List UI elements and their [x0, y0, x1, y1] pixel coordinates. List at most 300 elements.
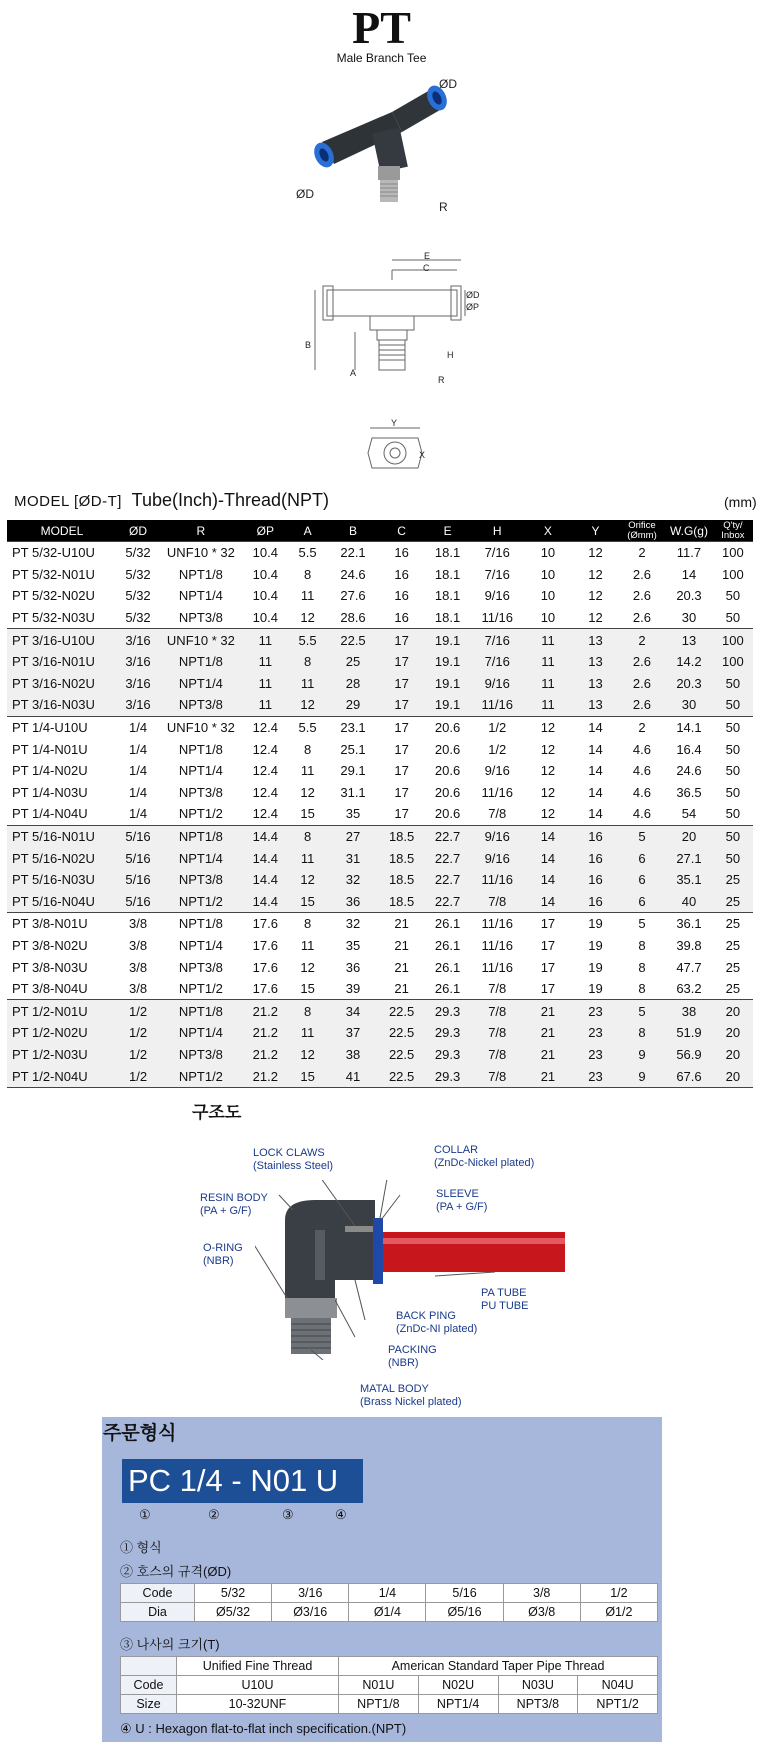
spec-cell: 11	[300, 763, 315, 779]
spec-row-group	[7, 629, 753, 716]
photo-label-r: R	[439, 200, 448, 214]
spec-col-header: E	[424, 520, 470, 542]
spec-cell: 12.4	[252, 784, 278, 800]
spec-model-cell: PT 3/16-N03U	[7, 694, 117, 716]
spec-cell: 36	[327, 891, 379, 913]
spec-cell: 9/16	[471, 673, 524, 695]
code-number-1: ①	[139, 1507, 151, 1522]
spec-cell: 37	[327, 1022, 379, 1044]
spec-cell: 19	[588, 981, 603, 997]
spec-cell: 10	[540, 610, 556, 626]
callout-resin-body: RESIN BODY (PA + G/F)	[200, 1192, 268, 1217]
spec-model-cell: PT 1/2-N03U	[7, 1044, 117, 1066]
spec-cell: NPT1/4	[178, 763, 223, 779]
hose-code-cell: 5/16	[426, 1584, 503, 1603]
spec-cell: 29.3	[424, 1065, 470, 1087]
spec-cell: NPT3/8	[178, 784, 223, 800]
spec-cell: 18.1	[434, 610, 461, 626]
spec-cell: 12	[288, 694, 327, 716]
spec-cell: 35.1	[665, 869, 713, 891]
spec-cell: 19.1	[424, 629, 470, 651]
spec-cell: 22.5	[379, 1044, 424, 1066]
spec-cell: 67.6	[665, 1065, 713, 1087]
spec-cell: 25	[713, 891, 753, 913]
spec-cell: 30	[665, 694, 713, 716]
spec-cell: 18.5	[379, 825, 424, 847]
spec-cell: 28	[327, 673, 379, 695]
spec-cell: 12	[588, 610, 603, 626]
spec-cell: 15	[288, 1065, 327, 1087]
spec-model-cell: PT 3/16-N01U	[7, 651, 117, 673]
spec-cell: 27	[327, 825, 379, 847]
spec-cell: 5/16	[117, 847, 159, 869]
spec-cell: 11	[288, 1022, 327, 1044]
spec-cell: 5/32	[125, 610, 151, 626]
spec-cell: 8	[288, 825, 327, 847]
spec-cell: 14.2	[665, 651, 713, 673]
spec-cell: 22.5	[327, 629, 379, 651]
spec-cell: NPT3/8	[159, 1044, 242, 1066]
spec-cell: 8	[619, 1022, 665, 1044]
spec-cell: 16	[572, 891, 618, 913]
drawing-label-y: Y	[391, 418, 398, 428]
spec-cell: 11	[288, 673, 327, 695]
spec-cell: 23	[572, 1000, 618, 1022]
spec-cell: 18.5	[379, 847, 424, 869]
spec-cell: 21	[394, 981, 409, 997]
spec-cell: 1/2	[117, 1065, 159, 1087]
spec-cell: UNF10 * 32	[159, 542, 242, 564]
spec-row	[7, 956, 753, 978]
spec-cell: 3/8	[128, 937, 148, 953]
spec-cell: 9/16	[471, 847, 524, 869]
spec-cell: 18.1	[434, 566, 461, 582]
spec-model-cell: PT 1/4-U10U	[7, 716, 117, 738]
spec-cell: 17.6	[252, 981, 278, 997]
spec-row	[7, 913, 753, 935]
spec-cell: 38	[327, 1044, 379, 1066]
order-item-2: ② 호스의 규격(ØD)	[120, 1564, 232, 1579]
spec-cell: 16	[394, 610, 409, 626]
spec-cell: 27.6	[340, 588, 366, 604]
spec-cell: NPT3/8	[159, 694, 242, 716]
callout-metal-body: MATAL BODY (Brass Nickel plated)	[360, 1383, 462, 1408]
spec-cell: 50	[713, 847, 753, 869]
spec-cell: 17.6	[243, 913, 288, 935]
spec-cell: 5/32	[125, 588, 151, 604]
spec-cell: 25	[327, 651, 379, 673]
spec-cell: NPT3/8	[178, 610, 223, 626]
spec-cell: 12	[524, 716, 573, 738]
spec-cell: 12	[540, 763, 556, 779]
spec-cell: 21.2	[243, 1000, 288, 1022]
spec-cell: 50	[713, 716, 753, 738]
spec-cell: 39.8	[676, 937, 702, 953]
spec-cell: 17	[379, 629, 424, 651]
spec-cell: 50	[725, 806, 741, 822]
callout-lock-claws: LOCK CLAWS (Stainless Steel)	[253, 1147, 334, 1172]
spec-cell: 17	[524, 913, 573, 935]
spec-row	[7, 651, 753, 673]
drawing-label-c: C	[423, 263, 430, 273]
thread-code-cell: N02U	[418, 1676, 498, 1695]
thread-size-row	[121, 1695, 658, 1714]
spec-cell: 26.1	[434, 981, 461, 997]
spec-model-cell: PT 5/16-N04U	[7, 891, 117, 913]
drawing-label-e: E	[424, 251, 431, 261]
spec-cell: 14	[681, 566, 697, 582]
spec-row	[7, 673, 753, 695]
spec-cell: 12	[300, 959, 315, 975]
spec-cell: 8	[638, 937, 646, 953]
thread	[380, 180, 398, 202]
thread-code-cell: U10U	[177, 1676, 339, 1695]
spec-row	[7, 694, 753, 716]
spec-cell: 14	[572, 716, 618, 738]
spec-cell: 16.4	[676, 741, 702, 757]
spec-cell: 14	[524, 825, 573, 847]
spec-row	[7, 607, 753, 629]
spec-cell: 2.6	[619, 651, 665, 673]
spec-cell: 1/4	[128, 763, 148, 779]
spec-cell: 20.3	[676, 588, 702, 604]
spec-cell: 50	[725, 588, 741, 604]
spec-model-cell: PT 1/2-N01U	[7, 1000, 117, 1022]
spec-cell: 11	[243, 694, 288, 716]
drawing-label-x: X	[419, 450, 426, 460]
spec-cell: 20	[665, 825, 713, 847]
spec-cell: 12.4	[252, 741, 278, 757]
spec-cell: 50	[713, 673, 753, 695]
spec-cell: 7/8	[488, 806, 507, 822]
spec-cell: 22.1	[327, 542, 379, 564]
hose-dia-row	[121, 1603, 658, 1622]
spec-row	[7, 542, 753, 564]
spec-row-group	[7, 1000, 753, 1087]
thread-group-row	[121, 1657, 658, 1676]
spec-cell: 1/2	[117, 1044, 159, 1066]
spec-cell: 50	[713, 694, 753, 716]
spec-cell: 1/4	[117, 716, 159, 738]
spec-cell: 14	[524, 847, 573, 869]
spec-cell: 5/16	[117, 825, 159, 847]
hose-dia-cell: Ø3/16	[272, 1603, 349, 1622]
spec-cell: 20.6	[434, 763, 461, 779]
spec-cell: 13	[665, 629, 713, 651]
spec-cell: NPT1/8	[159, 1000, 242, 1022]
spec-cell: 1/4	[128, 806, 148, 822]
spec-cell: 8	[638, 959, 646, 975]
spec-cell: 100	[713, 651, 753, 673]
spec-cell: 18.1	[434, 588, 461, 604]
thread-size-cell: NPT1/4	[418, 1695, 498, 1714]
spec-cell: 17	[394, 784, 409, 800]
spec-cell: 11/16	[471, 694, 524, 716]
spec-cell: 11	[288, 847, 327, 869]
spec-cell: 17.6	[252, 959, 278, 975]
spec-row	[7, 847, 753, 869]
spec-row-group	[7, 825, 753, 912]
order-format-title: 주문형식	[103, 1423, 177, 1444]
spec-cell: 26.1	[434, 937, 461, 953]
spec-cell: 7/8	[471, 1022, 524, 1044]
spec-cell: 50	[725, 763, 741, 779]
spec-cell: 6	[619, 869, 665, 891]
spec-cell: 4.6	[632, 806, 651, 822]
spec-cell: 10.4	[252, 610, 278, 626]
spec-cell: 16	[572, 847, 618, 869]
spec-cell: 35	[345, 806, 361, 822]
spec-cell: 20	[713, 1022, 753, 1044]
spec-cell: 2	[619, 542, 665, 564]
drawing-label-h: H	[447, 350, 454, 360]
spec-cell: 28.6	[340, 610, 366, 626]
spec-cell: 11	[524, 673, 573, 695]
spec-cell: 11	[300, 588, 315, 604]
spec-cell: 25	[725, 981, 741, 997]
spec-cell: 5/16	[117, 891, 159, 913]
hose-code-label: Code	[121, 1584, 195, 1603]
spec-row	[7, 564, 753, 586]
thread-code-label: Code	[121, 1676, 177, 1695]
spec-cell: 25	[713, 869, 753, 891]
drawing-label-a: A	[350, 368, 357, 378]
spec-cell: NPT1/8	[178, 741, 223, 757]
spec-row	[7, 629, 753, 651]
spec-model-cell: PT 5/16-N01U	[7, 825, 117, 847]
spec-cell: 3/8	[128, 959, 148, 975]
spec-cell: 1/2	[471, 716, 524, 738]
spec-row	[7, 803, 753, 825]
spec-cell: 22.5	[379, 1022, 424, 1044]
spec-cell: 23	[572, 1022, 618, 1044]
spec-cell: 10.4	[243, 542, 288, 564]
spec-cell: 20	[713, 1000, 753, 1022]
spec-cell: 14	[588, 741, 603, 757]
spec-cell: 6	[619, 847, 665, 869]
spec-cell: 21	[394, 959, 409, 975]
spec-cell: 17	[540, 981, 556, 997]
spec-row-group	[7, 542, 753, 629]
spec-cell: 7/8	[471, 1000, 524, 1022]
spec-cell: 1/2	[117, 1022, 159, 1044]
spec-cell: 21.2	[243, 1044, 288, 1066]
drawing-label-b: B	[305, 340, 312, 350]
hose-code-cell: 5/32	[195, 1584, 272, 1603]
spec-cell: 8	[288, 651, 327, 673]
spec-cell: NPT1/4	[159, 673, 242, 695]
spec-cell: UNF10 * 32	[159, 716, 242, 738]
order-item-4: ④ U : Hexagon flat-to-flat inch specification.(NPT)	[120, 1721, 407, 1736]
thread-size-cell: 10-32UNF	[177, 1695, 339, 1714]
spec-cell: 20	[713, 1065, 753, 1087]
spec-cell: 14.1	[665, 716, 713, 738]
spec-cell: 5.5	[288, 629, 327, 651]
spec-cell: 5.5	[288, 542, 327, 564]
spec-cell: 50	[725, 610, 741, 626]
callout-back-ping: BACK PING (ZnDc-NI plated)	[396, 1310, 478, 1335]
thread-code-cell: N04U	[578, 1676, 658, 1695]
spec-cell: NPT1/2	[159, 891, 242, 913]
spec-cell: 2.6	[632, 610, 651, 626]
spec-cell: 11/16	[481, 610, 514, 626]
spec-col-header: Q'ty/ Inbox	[713, 520, 753, 542]
spec-cell: 14	[524, 891, 573, 913]
spec-cell: 11/16	[481, 784, 514, 800]
spec-cell: 16	[572, 825, 618, 847]
spec-cell: 16	[379, 542, 424, 564]
spec-row	[7, 1044, 753, 1066]
spec-row	[7, 869, 753, 891]
thread-size-table	[120, 1656, 658, 1714]
tee-body	[322, 90, 440, 172]
spec-cell: 8	[303, 566, 312, 582]
spec-col-header: R	[159, 520, 242, 542]
spec-cell: 21	[524, 1000, 573, 1022]
order-item-1: ① 형식	[120, 1540, 162, 1555]
spec-model-cell: PT 3/16-N02U	[7, 673, 117, 695]
spec-cell: UNF10 * 32	[159, 629, 242, 651]
spec-cell: 21	[524, 1044, 573, 1066]
drawing-label-od: ØD	[466, 290, 480, 300]
spec-row	[7, 935, 753, 957]
spec-cell: 10	[540, 566, 556, 582]
spec-cell: 4.6	[632, 741, 651, 757]
spec-cell: 21	[379, 913, 424, 935]
spec-cell: 2.6	[632, 588, 651, 604]
spec-row	[7, 1065, 753, 1087]
spec-cell: 20.6	[434, 806, 461, 822]
spec-cell: 32	[327, 869, 379, 891]
spec-col-header: ØD	[117, 520, 159, 542]
spec-cell: 40	[665, 891, 713, 913]
callout-sleeve: SLEEVE (PA + G/F)	[436, 1188, 488, 1213]
spec-cell: 11	[243, 651, 288, 673]
spec-cell: 12	[540, 784, 556, 800]
spec-cell: 3/16	[117, 673, 159, 695]
spec-cell: 30	[681, 610, 697, 626]
spec-cell: 11	[300, 937, 315, 953]
callout-packing: PACKING (NBR)	[388, 1344, 437, 1369]
spec-cell: 14	[588, 806, 603, 822]
drawing-label-r: R	[438, 375, 445, 385]
spec-cell: 8	[303, 741, 312, 757]
spec-cell: 7/16	[471, 629, 524, 651]
spec-cell: 22.5	[379, 1000, 424, 1022]
spec-cell: 12	[288, 1044, 327, 1066]
spec-cell: 11/16	[481, 959, 514, 975]
code-number-2: ②	[208, 1507, 220, 1522]
spec-cell: 39	[345, 981, 361, 997]
model-heading-prefix: MODEL [ØD-T]	[14, 493, 122, 510]
spec-table-header	[7, 520, 753, 542]
spec-cell: 5	[619, 1000, 665, 1022]
spec-row-group	[7, 716, 753, 825]
spec-model-cell: PT 1/4-N03U	[12, 784, 88, 800]
spec-cell: 14.4	[243, 847, 288, 869]
spec-cell: 15	[300, 981, 315, 997]
spec-row	[7, 891, 753, 913]
spec-cell: NPT1/4	[178, 588, 223, 604]
spec-cell: 23	[572, 1065, 618, 1087]
spec-col-header: H	[471, 520, 524, 542]
spec-cell: 35	[345, 937, 361, 953]
spec-cell: 22.5	[379, 1065, 424, 1087]
spec-cell: 9	[619, 1065, 665, 1087]
thread-group-unified: Unified Fine Thread	[177, 1657, 339, 1676]
spec-cell: 24.6	[676, 763, 702, 779]
spec-cell: 50	[713, 825, 753, 847]
order-item-3: ③ 나사의 크기(T)	[120, 1637, 220, 1652]
spec-cell: 3/16	[117, 694, 159, 716]
spec-cell: NPT1/8	[159, 913, 242, 935]
spec-cell: 16	[572, 869, 618, 891]
spec-cell: NPT1/8	[178, 566, 223, 582]
spec-row	[7, 1000, 753, 1022]
spec-cell: 19.1	[424, 694, 470, 716]
spec-cell: 7/16	[471, 651, 524, 673]
spec-cell: 19	[588, 937, 603, 953]
spec-cell: 36.1	[665, 913, 713, 935]
spec-cell: 20.3	[665, 673, 713, 695]
code-number-4: ④	[335, 1507, 347, 1522]
spec-table	[7, 520, 753, 1088]
spec-cell: 8	[288, 913, 327, 935]
spec-cell: 22.7	[424, 847, 470, 869]
spec-cell: 20.6	[424, 716, 470, 738]
spec-cell: 12	[300, 610, 315, 626]
spec-col-header: Orifice (Ømm)	[619, 520, 665, 542]
spec-row	[7, 1022, 753, 1044]
spec-cell: 5	[619, 825, 665, 847]
spec-cell: 41	[327, 1065, 379, 1087]
spec-col-header: X	[524, 520, 573, 542]
hose-dia-cell: Ø1/4	[349, 1603, 426, 1622]
spec-cell: 18.5	[379, 891, 424, 913]
lock-claws	[345, 1226, 373, 1232]
spec-row	[7, 825, 753, 847]
spec-row	[7, 716, 753, 738]
unit-label: (mm)	[724, 494, 757, 510]
spec-cell: 22.7	[424, 891, 470, 913]
spec-cell: 29	[327, 694, 379, 716]
spec-cell: 11	[243, 629, 288, 651]
spec-model-cell: PT 3/8-N01U	[7, 913, 117, 935]
hex-nut	[378, 166, 400, 180]
spec-cell: 15	[288, 891, 327, 913]
thread-group-american: American Standard Taper Pipe Thread	[339, 1657, 658, 1676]
spec-cell: 4.6	[632, 784, 651, 800]
spec-cell: 50	[725, 741, 741, 757]
callout-collar: COLLAR (ZnDc-Nickel plated)	[434, 1144, 535, 1169]
spec-cell: 29.3	[424, 1044, 470, 1066]
spec-cell: 2	[619, 716, 665, 738]
spec-cell: 27.1	[665, 847, 713, 869]
spec-cell: 5/32	[125, 566, 151, 582]
spec-cell: 17.6	[252, 937, 278, 953]
spec-cell: 12.4	[252, 763, 278, 779]
spec-cell: 17	[379, 651, 424, 673]
hose-dia-cell: Ø5/32	[195, 1603, 272, 1622]
spec-cell: NPT1/2	[159, 1065, 242, 1087]
spec-cell: 31.1	[340, 784, 366, 800]
spec-cell: 2.6	[619, 673, 665, 695]
spec-cell: 1/4	[128, 741, 148, 757]
spec-cell: 21.2	[243, 1065, 288, 1087]
spec-cell: 12	[588, 588, 603, 604]
thread-code-row	[121, 1676, 658, 1695]
spec-cell: 31	[327, 847, 379, 869]
